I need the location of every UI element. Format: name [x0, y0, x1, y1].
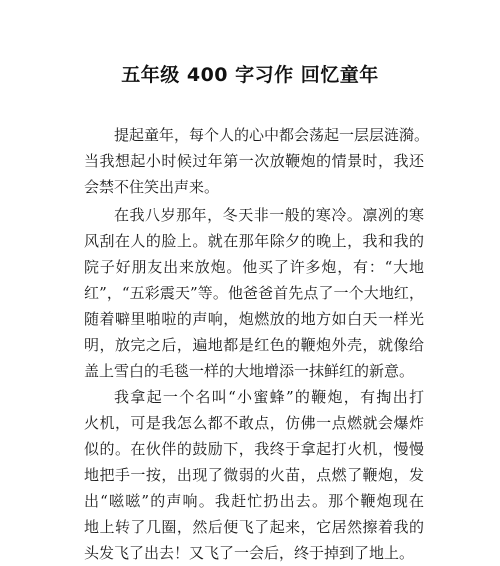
paragraph-2-line-5: 随着噼里啪啦的声响，炮燃放的地方如白天一样光 — [84, 310, 424, 328]
essay-title: 五年级 400 字习作 回忆童年 — [121, 64, 379, 86]
paragraph-2-line-1: 在我八岁那年，冬天非一般的寒冷。凛冽的寒 — [114, 206, 424, 224]
paragraph-1-line-1: 提起童年，每个人的心中都会荡起一层层涟漪。 — [114, 126, 430, 144]
paragraph-2-line-2: 风刮在人的脸上。就在那年除夕的晚上，我和我的 — [84, 232, 424, 250]
paragraph-3-line-5: 出“嗞嗞”的声响。我赶忙扔出去。那个鞭炮现在 — [84, 492, 424, 510]
paragraph-3-line-2: 火机，可是我怎么都不敢点，仿佛一点燃就会爆炸 — [84, 414, 424, 432]
paragraph-2-line-7: 盖上雪白的毛毯一样的大地增添一抹鲜红的新意。 — [84, 362, 415, 380]
paragraph-3-line-1: 我拿起一个名叫“小蜜蜂”的鞭炮，有掏出打 — [114, 388, 424, 406]
paragraph-3-line-7: 头发飞了出去！又飞了一会后，终于掉到了地上。 — [84, 544, 415, 562]
paragraph-2-line-6: 明，放完之后，遍地都是红色的鞭炮外壳，就像给 — [84, 336, 424, 354]
paragraph-3-line-6: 地上转了几圈，然后便飞了起来，它居然擦着我的 — [84, 518, 424, 536]
paragraph-1-line-2: 当我想起小时候过年第一次放鞭炮的情景时，我还 — [84, 152, 424, 170]
paragraph-2-line-4: 红”，“五彩震天”等。他爸爸首先点了一个大地红， — [84, 284, 424, 302]
paragraph-3-line-4: 地把手一按，出现了微弱的火苗，点燃了鞭炮，发 — [84, 466, 424, 484]
paragraph-2-line-3: 院子好朋友出来放炮。他买了许多炮，有：“大地 — [84, 258, 424, 276]
paragraph-1-line-3: 会禁不住笑出声来。 — [84, 178, 220, 196]
paragraph-3-line-3: 似的。在伙伴的鼓励下，我终于拿起打火机，慢慢 — [84, 440, 424, 458]
